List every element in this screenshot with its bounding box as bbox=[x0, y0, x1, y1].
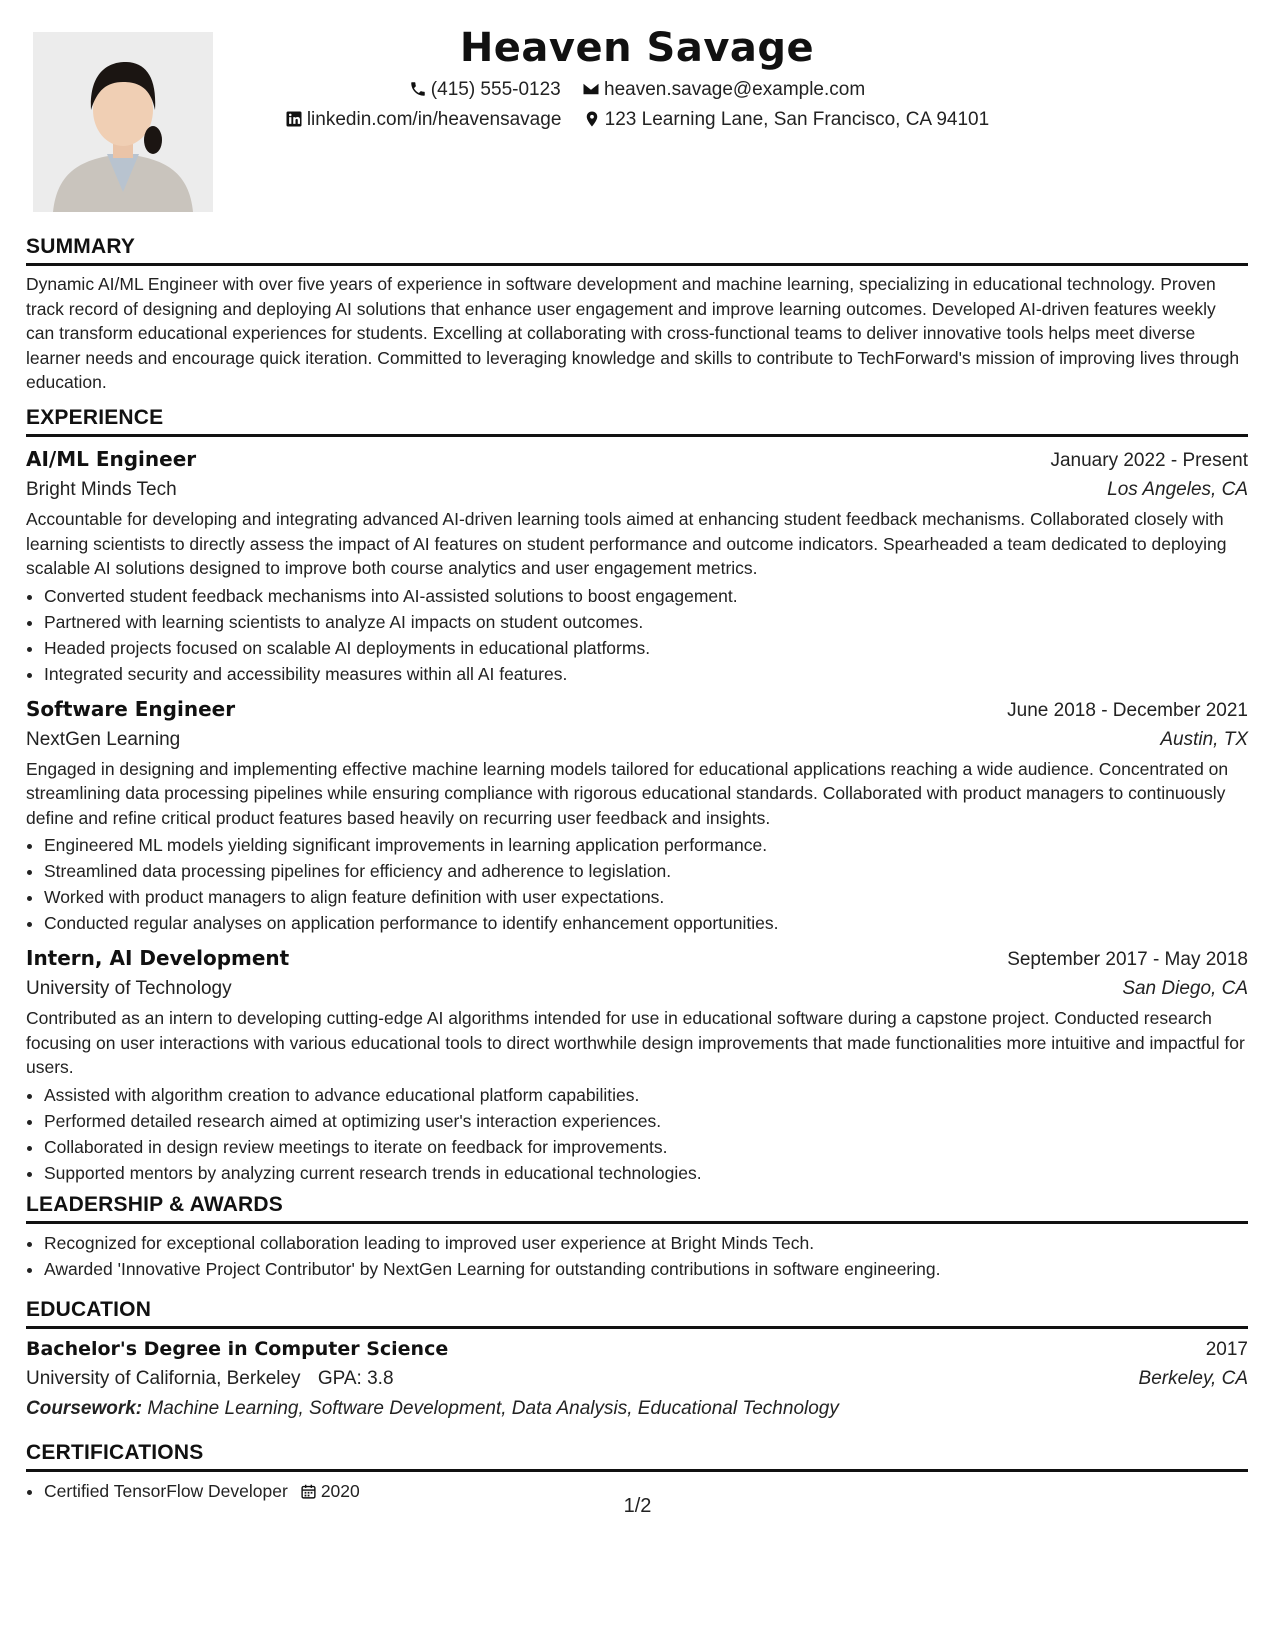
experience-section bbox=[26, 404, 1248, 1186]
list-item: • Streamlined data processing pipelines for efficiency and adherence to legislation. bbox=[44, 858, 1248, 884]
list-item: • Recognized for exceptional collaboration leading to improved user experience at Bright Minds Tech. bbox=[44, 1230, 1248, 1256]
contact-line-1 bbox=[26, 78, 1248, 102]
coursework-label: Coursework: bbox=[26, 1398, 143, 1419]
summary-section bbox=[26, 233, 1248, 395]
school-name: University of California, Berkeley bbox=[26, 1368, 301, 1389]
job-company: University of Technology bbox=[26, 978, 232, 999]
list-item: • Integrated security and accessibility measures within all AI features. bbox=[44, 661, 1248, 687]
phone-icon bbox=[409, 80, 427, 98]
education-heading: EDUCATION bbox=[26, 1296, 1248, 1329]
linkedin-icon bbox=[285, 110, 303, 128]
list-item: • Converted student feedback mechanisms into AI-assisted solutions to boost engagement. bbox=[44, 583, 1248, 609]
job-location: Los Angeles, CA bbox=[1107, 479, 1248, 500]
job-description: Contributed as an intern to developing cutting-edge AI algorithms intended for use in educational software during a capstone project. Conducted research focusing on user interactions with various educational tools to direct worthwhile design improvements that made functionalities more intuitive and impactful for users. bbox=[26, 1008, 1245, 1077]
certification-name: Certified TensorFlow Developer bbox=[44, 1481, 288, 1501]
coursework-line bbox=[26, 1394, 1248, 1424]
list-item: • Conducted regular analyses on application performance to identify enhancement opportunities. bbox=[44, 910, 1248, 936]
education-section bbox=[26, 1296, 1248, 1424]
job-title: AI/ML Engineer bbox=[26, 447, 197, 471]
job-location: Austin, TX bbox=[1160, 728, 1248, 750]
job-location: San Diego, CA bbox=[1122, 978, 1248, 999]
job-title: Intern, AI Development bbox=[26, 946, 290, 970]
school-location: Berkeley, CA bbox=[1138, 1368, 1248, 1389]
page-number: 1/2 bbox=[623, 1495, 652, 1517]
job-description: Accountable for developing and integrating advanced AI-driven learning tools aimed at enhancing student feedback mechanisms. Collaborated closely with learning scientists to directly assess the impact of AI features on student performance and outcome indicators. Spearheaded a team dedicated to deploying scalable AI solutions designed to improve both course analytics and user engagement metrics. bbox=[26, 509, 1227, 578]
phone-contact[interactable] bbox=[409, 78, 561, 102]
degree-title: Bachelor's Degree in Computer Science bbox=[26, 1338, 449, 1360]
job-entry bbox=[26, 695, 1248, 937]
list-item: • Headed projects focused on scalable AI deployments in educational platforms. bbox=[44, 635, 1248, 661]
list-item: • Partnered with learning scientists to analyze AI impacts on student outcomes. bbox=[44, 609, 1248, 635]
resume-header bbox=[26, 22, 1248, 132]
list-item: • Awarded 'Innovative Project Contributor' by NextGen Learning for outstanding contributions in software engineering. bbox=[44, 1256, 1248, 1282]
certification-year: 2020 bbox=[320, 1481, 360, 1501]
job-company: Bright Minds Tech bbox=[26, 479, 177, 500]
job-bullets bbox=[26, 583, 1248, 687]
address-text: 123 Learning Lane, San Francisco, CA 94101 bbox=[604, 109, 990, 130]
certifications-heading: CERTIFICATIONS bbox=[26, 1439, 1248, 1472]
leadership-heading: LEADERSHIP & AWARDS bbox=[26, 1191, 1248, 1224]
email-contact[interactable] bbox=[582, 78, 865, 102]
list-item: • Performed detailed research aimed at optimizing user's interaction experiences. bbox=[44, 1108, 1248, 1134]
graduation-year: 2017 bbox=[1205, 1339, 1248, 1360]
address-contact bbox=[583, 108, 990, 132]
job-company: NextGen Learning bbox=[26, 728, 181, 750]
job-title: Software Engineer bbox=[26, 696, 236, 721]
job-bullets bbox=[26, 832, 1248, 936]
gpa: GPA: 3.8 bbox=[317, 1368, 394, 1389]
list-item: • Supported mentors by analyzing current research trends in educational technologies. bbox=[44, 1160, 1248, 1186]
summary-text: Dynamic AI/ML Engineer with over five years of experience in software development and machine learning, specializing in educational technology. Proven track record of designing and deploying AI solutions that enhance user engagement and improve learning outcomes. Developed AI-driven features weekly can transform educational experiences for students. Excelling at collaborating with cross-functional teams to deliver innovative tools helps meet diverse learner needs and encourage quick iteration. Committed to leveraging knowledge and skills to contribute to TechForward's mission of improving lives through education. bbox=[26, 274, 1240, 392]
list-item: • Engineered ML models yielding significant improvements in learning application performance. bbox=[44, 832, 1248, 858]
envelope-icon bbox=[582, 80, 600, 98]
email-text: heaven.savage@example.com bbox=[604, 79, 866, 100]
map-pin-icon bbox=[583, 110, 601, 128]
list-item: • Collaborated in design review meetings to iterate on feedback for improvements. bbox=[44, 1134, 1248, 1160]
linkedin-contact[interactable] bbox=[285, 108, 562, 132]
summary-heading: SUMMARY bbox=[26, 233, 1248, 266]
phone-text: (415) 555-0123 bbox=[430, 79, 561, 100]
job-bullets bbox=[26, 1082, 1248, 1186]
job-dates: September 2017 - May 2018 bbox=[1007, 949, 1248, 970]
job-dates: June 2018 - December 2021 bbox=[1007, 699, 1248, 721]
candidate-name: Heaven Savage bbox=[459, 25, 815, 71]
contact-line-2 bbox=[26, 108, 1248, 132]
experience-heading: EXPERIENCE bbox=[26, 404, 1248, 437]
job-description: Engaged in designing and implementing effective machine learning models tailored for educational applications reaching a wide audience. Concentrated on streamlining data processing pipelines while ensuring compliance with rigorous educational standards. Collaborated with product managers to continuously define and refine critical product features based heavily on recurring user feedback and insights. bbox=[26, 758, 1229, 828]
list-item: • Worked with product managers to align feature definition with user expectations. bbox=[44, 884, 1248, 910]
leadership-list bbox=[26, 1230, 1248, 1282]
coursework-list: Machine Learning, Software Development, Data Analysis, Educational Technology bbox=[147, 1398, 839, 1419]
school-line bbox=[26, 1364, 394, 1394]
job-entry bbox=[26, 445, 1248, 687]
linkedin-text: linkedin.com/in/heavensavage bbox=[306, 109, 562, 130]
list-item: • Assisted with algorithm creation to advance educational platform capabilities. bbox=[44, 1082, 1248, 1108]
job-dates: January 2022 - Present bbox=[1050, 450, 1248, 471]
leadership-section bbox=[26, 1191, 1248, 1282]
job-entry bbox=[26, 944, 1248, 1186]
